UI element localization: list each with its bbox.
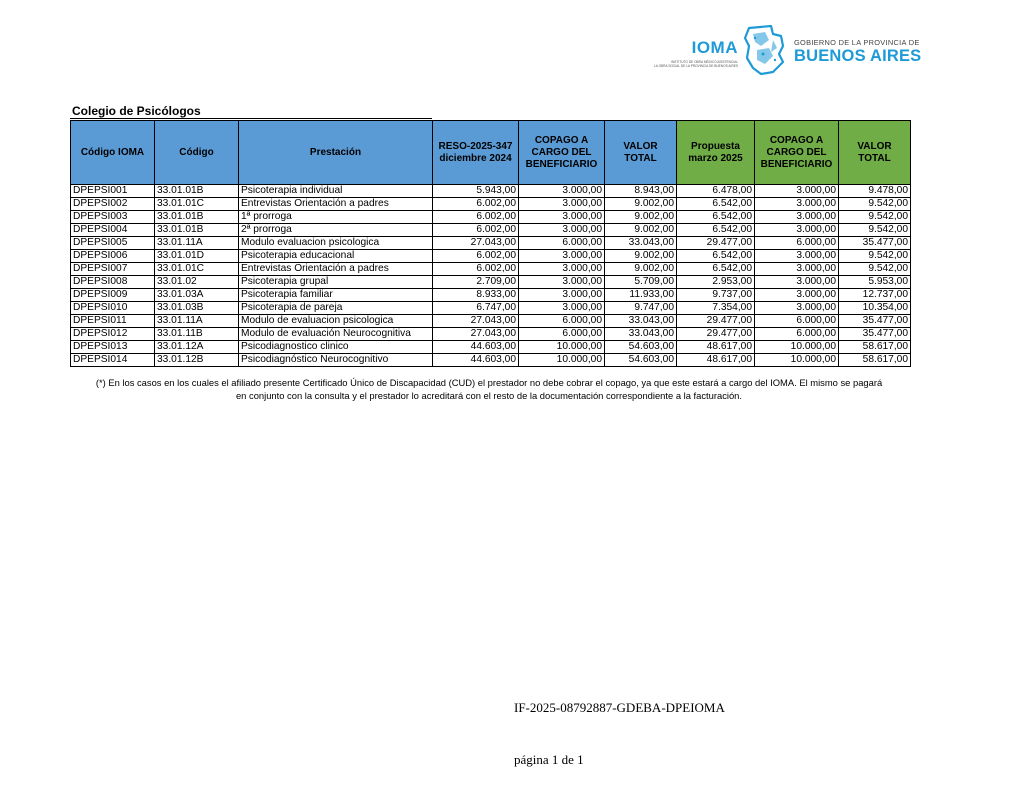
table-cell: 11.933,00 (605, 289, 677, 302)
table-cell: 33.043,00 (605, 328, 677, 341)
table-cell: DPEPSI011 (71, 315, 155, 328)
ioma-tagline-line: INSTITUTO DE OBRA MÉDICO ASISTENCIAL (671, 60, 738, 64)
table-cell: 3.000,00 (755, 198, 839, 211)
table-cell: 33.01.01C (155, 198, 239, 211)
table-cell: 8.943,00 (605, 185, 677, 198)
table-cell: 27.043,00 (433, 237, 519, 250)
table-cell: 29.477,00 (677, 237, 755, 250)
column-header: COPAGO A CARGO DEL BENEFICIARIO (519, 121, 605, 185)
table-row (71, 302, 911, 315)
table-cell: 6.000,00 (519, 328, 605, 341)
table-cell: DPEPSI013 (71, 341, 155, 354)
table-cell: Modulo evaluacion psicologica (239, 237, 433, 250)
table-cell: DPEPSI014 (71, 354, 155, 367)
table-cell: Entrevistas Orientación a padres (239, 263, 433, 276)
table-row (71, 250, 911, 263)
table-cell: 27.043,00 (433, 328, 519, 341)
table-cell: 3.000,00 (755, 276, 839, 289)
table-row (71, 263, 911, 276)
table-cell: 3.000,00 (755, 302, 839, 315)
table-cell: 33.01.01D (155, 250, 239, 263)
table-cell: 10.000,00 (519, 341, 605, 354)
table-cell: 10.000,00 (755, 341, 839, 354)
table-cell: 33.01.11A (155, 315, 239, 328)
table-cell: Psicoterapia familiar (239, 289, 433, 302)
table-cell: 10.000,00 (519, 354, 605, 367)
table-cell: 9.747,00 (605, 302, 677, 315)
table-cell: 9.478,00 (839, 185, 911, 198)
table-cell: Modulo de evaluación Neurocognitiva (239, 328, 433, 341)
table-cell: DPEPSI004 (71, 224, 155, 237)
table-cell: 9.002,00 (605, 263, 677, 276)
column-header: Prestación (239, 121, 433, 185)
page-number: página 1 de 1 (514, 752, 584, 767)
table-cell: 33.01.02 (155, 276, 239, 289)
footnote-line: en conjunto con la consulta y el prestador lo acreditará con el resto de la documentación correspondiente a la facturación. (235, 389, 743, 401)
table-cell: 6.542,00 (677, 198, 755, 211)
table-cell: 3.000,00 (519, 276, 605, 289)
table-row (71, 315, 911, 328)
table-cell: 9.002,00 (605, 250, 677, 263)
title-underline (70, 118, 432, 119)
table-cell: 6.002,00 (433, 263, 519, 276)
table-cell: 54.603,00 (605, 341, 677, 354)
table-cell: 8.933,00 (433, 289, 519, 302)
table-cell: 6.002,00 (433, 250, 519, 263)
table-cell: DPEPSI009 (71, 289, 155, 302)
table-row (71, 341, 911, 354)
table-cell: 48.617,00 (677, 354, 755, 367)
table-cell: DPEPSI010 (71, 302, 155, 315)
table-cell: 33.01.03B (155, 302, 239, 315)
table-cell: 9.737,00 (677, 289, 755, 302)
table-cell: 6.002,00 (433, 224, 519, 237)
table-cell: 33.01.12B (155, 354, 239, 367)
table-cell: DPEPSI005 (71, 237, 155, 250)
gov-line2: BUENOS AIRES (794, 47, 922, 65)
table-row (71, 354, 911, 367)
table-cell: 6.000,00 (755, 328, 839, 341)
table-cell: 6.000,00 (755, 237, 839, 250)
table-cell: 3.000,00 (519, 198, 605, 211)
table-header-row (71, 121, 911, 185)
table-cell: 33.01.01C (155, 263, 239, 276)
table-cell: 3.000,00 (755, 289, 839, 302)
gov-line1: GOBIERNO DE LA PROVINCIA DE (794, 38, 920, 47)
column-header: VALOR TOTAL (839, 121, 911, 185)
table-cell: 54.603,00 (605, 354, 677, 367)
table-cell: 48.617,00 (677, 341, 755, 354)
table-cell: DPEPSI008 (71, 276, 155, 289)
table-cell: 33.01.11B (155, 328, 239, 341)
table-cell: 35.477,00 (839, 237, 911, 250)
table-row (71, 276, 911, 289)
table-cell: 3.000,00 (519, 185, 605, 198)
table-cell: 3.000,00 (519, 211, 605, 224)
table-row (71, 185, 911, 198)
table-cell: 3.000,00 (755, 211, 839, 224)
table-cell: Psicoterapia individual (239, 185, 433, 198)
table-cell: 58.617,00 (839, 354, 911, 367)
table-cell: 33.043,00 (605, 237, 677, 250)
table-row (71, 198, 911, 211)
ioma-tagline (646, 60, 738, 68)
table-cell: 3.000,00 (755, 224, 839, 237)
table-cell: Psicodiagnóstico Neurocognitivo (239, 354, 433, 367)
table-cell: DPEPSI003 (71, 211, 155, 224)
footnote (70, 377, 908, 402)
table-cell: Modulo de evaluacion psicologica (239, 315, 433, 328)
table-cell: 3.000,00 (519, 250, 605, 263)
table-cell: 10.354,00 (839, 302, 911, 315)
table-cell: 33.01.01B (155, 211, 239, 224)
ioma-tagline-line: LA OBRA SOCIAL DE LA PROVINCIA DE BUENOS AIRES (653, 64, 738, 68)
table-cell: Psicoterapia educacional (239, 250, 433, 263)
table-cell: 9.002,00 (605, 211, 677, 224)
rates-table (70, 120, 911, 367)
table-cell: 2ª prorroga (239, 224, 433, 237)
table-cell: 5.953,00 (839, 276, 911, 289)
table-cell: 3.000,00 (519, 289, 605, 302)
table-cell: 6.542,00 (677, 263, 755, 276)
table-row (71, 328, 911, 341)
table-cell: 6.747,00 (433, 302, 519, 315)
table-cell: 3.000,00 (519, 302, 605, 315)
ioma-wordmark: IOMA (691, 38, 738, 57)
table-cell: 9.542,00 (839, 263, 911, 276)
table-cell: 33.01.11A (155, 237, 239, 250)
table-cell: 3.000,00 (755, 250, 839, 263)
table-cell: 6.542,00 (677, 224, 755, 237)
table-cell: 6.000,00 (519, 315, 605, 328)
table-cell: 44.603,00 (433, 341, 519, 354)
table-cell: Entrevistas Orientación a padres (239, 198, 433, 211)
header-logos (646, 24, 922, 80)
table-cell: 3.000,00 (519, 224, 605, 237)
table-cell: 2.709,00 (433, 276, 519, 289)
table-row (71, 224, 911, 237)
table-cell: 9.542,00 (839, 224, 911, 237)
table-cell: 33.043,00 (605, 315, 677, 328)
table-cell: 1ª prorroga (239, 211, 433, 224)
table-cell: 12.737,00 (839, 289, 911, 302)
table-cell: 5.709,00 (605, 276, 677, 289)
table-cell: 6.002,00 (433, 211, 519, 224)
table-cell: Psicoterapia de pareja (239, 302, 433, 315)
table-cell: 33.01.03A (155, 289, 239, 302)
table-cell: 44.603,00 (433, 354, 519, 367)
column-header: Propuesta marzo 2025 (677, 121, 755, 185)
table-row (71, 211, 911, 224)
column-header: Código (155, 121, 239, 185)
table-cell: 33.01.01B (155, 185, 239, 198)
table-cell: DPEPSI012 (71, 328, 155, 341)
table-cell: Psicoterapia grupal (239, 276, 433, 289)
table-cell: DPEPSI002 (71, 198, 155, 211)
ioma-logo (646, 34, 738, 74)
column-header: RESO-2025-347 diciembre 2024 (433, 121, 519, 185)
table-cell: 9.542,00 (839, 198, 911, 211)
table-cell: 9.002,00 (605, 198, 677, 211)
table-cell: 6.542,00 (677, 211, 755, 224)
province-map-icon (743, 24, 787, 76)
column-header: Código IOMA (71, 121, 155, 185)
table-cell: 7.354,00 (677, 302, 755, 315)
table-cell: 27.043,00 (433, 315, 519, 328)
table-row (71, 289, 911, 302)
table-cell: 33.01.01B (155, 224, 239, 237)
table-cell: DPEPSI006 (71, 250, 155, 263)
column-header: COPAGO A CARGO DEL BENEFICIARIO (755, 121, 839, 185)
table-cell: 6.478,00 (677, 185, 755, 198)
table-cell: 35.477,00 (839, 315, 911, 328)
table-cell: DPEPSI001 (71, 185, 155, 198)
column-header: VALOR TOTAL (605, 121, 677, 185)
section-title: Colegio de Psicólogos (72, 104, 201, 118)
table-cell: 33.01.12A (155, 341, 239, 354)
table-cell: 9.542,00 (839, 211, 911, 224)
table-cell: 10.000,00 (755, 354, 839, 367)
document-id: IF-2025-08792887-GDEBA-DPEIOMA (514, 700, 725, 715)
province-government-logo (794, 38, 922, 65)
table-cell: 9.542,00 (839, 250, 911, 263)
table-cell: DPEPSI007 (71, 263, 155, 276)
table-cell: 3.000,00 (519, 263, 605, 276)
table-cell: 29.477,00 (677, 328, 755, 341)
table-cell: 3.000,00 (755, 263, 839, 276)
table-cell: Psicodiagnostico clinico (239, 341, 433, 354)
table-cell: 2.953,00 (677, 276, 755, 289)
table-cell: 6.000,00 (755, 315, 839, 328)
table-cell: 6.000,00 (519, 237, 605, 250)
table-cell: 5.943,00 (433, 185, 519, 198)
table-cell: 9.002,00 (605, 224, 677, 237)
table-body (71, 185, 911, 367)
table-cell: 35.477,00 (839, 328, 911, 341)
table-row (71, 237, 911, 250)
table-cell: 29.477,00 (677, 315, 755, 328)
table-cell: 6.542,00 (677, 250, 755, 263)
table-cell: 58.617,00 (839, 341, 911, 354)
table-cell: 6.002,00 (433, 198, 519, 211)
footnote-line: (*) En los casos en los cuales el afiliado presente Certificado Único de Discapacidad (CUD) el prestador no debe cobrar el copago, ya que este estará a cargo del IOMA. El mismo se pagará (95, 377, 883, 388)
table-cell: 3.000,00 (755, 185, 839, 198)
